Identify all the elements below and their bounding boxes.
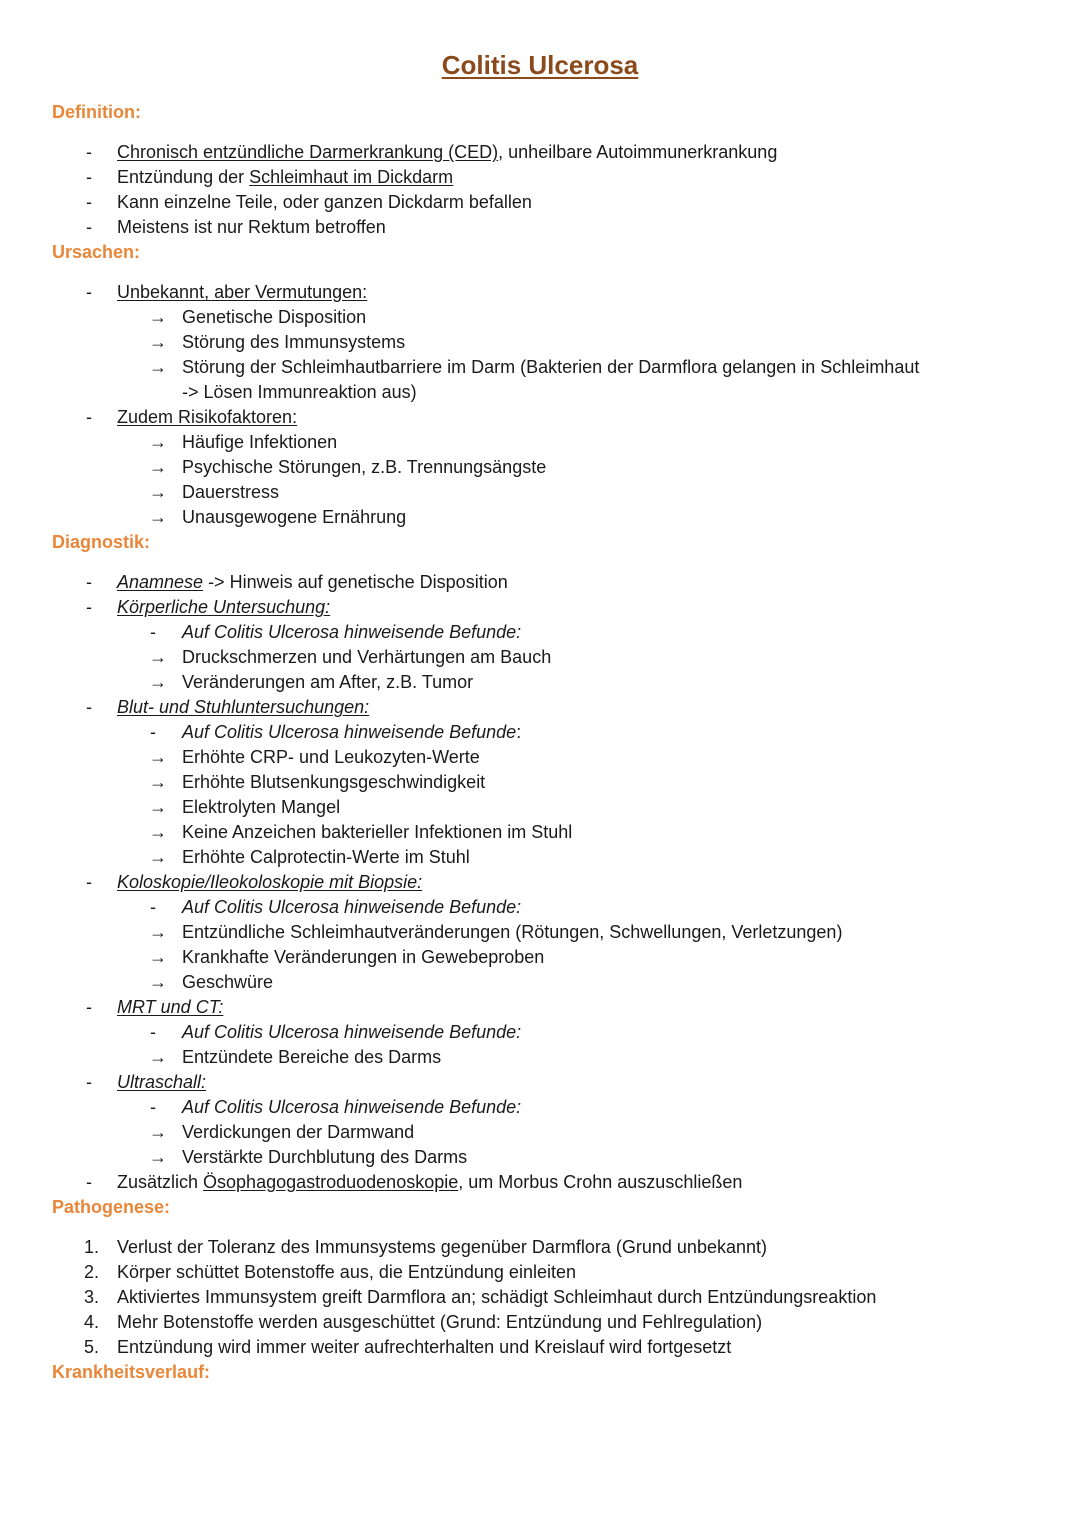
item-text: [182, 1020, 521, 1045]
item-text: [117, 995, 223, 1020]
dash-bullet: -: [86, 872, 92, 892]
arrow-item: [52, 1045, 1052, 1070]
arrow-icon: →: [149, 1047, 167, 1067]
emphasized-text: Schleimhaut im Dickdarm: [249, 167, 454, 187]
numbered-item: [52, 1310, 1052, 1335]
text-segment: Entzündete Bereiche des Darms: [182, 1047, 442, 1067]
emphasized-text: Auf Colitis Ulcerosa hinweisende Befunde: [182, 722, 517, 742]
text-segment: Geschwüre: [182, 972, 274, 992]
page-title: Colitis Ulcerosa: [441, 50, 639, 80]
item-text: [182, 455, 546, 480]
text-segment: Erhöhte CRP- und Leukozyten-Werte: [182, 747, 480, 767]
emphasized-text: Zudem Risikofaktoren:: [117, 407, 298, 427]
arrow-item: [52, 305, 1052, 330]
list-item: [52, 165, 1052, 190]
section-heading: Ursachen:: [52, 242, 141, 262]
item-text: [182, 670, 473, 695]
emphasized-text: Koloskopie/Ileokoloskopie mit Biopsie:: [117, 872, 423, 892]
arrow-icon: →: [149, 457, 167, 477]
list-item: [52, 1170, 1052, 1195]
dash-bullet: -: [86, 217, 92, 237]
dash-bullet: -: [86, 597, 92, 617]
item-text: [182, 1145, 467, 1170]
section-ursachen: [52, 240, 1052, 530]
list-item: [52, 620, 1052, 645]
list-item: [52, 140, 1052, 165]
arrow-icon: →: [149, 672, 167, 692]
numbered-item: [52, 1285, 1052, 1310]
list-item: [52, 895, 1052, 920]
arrow-item: [52, 505, 1052, 530]
arrow-item: [52, 455, 1052, 480]
item-text: [117, 1310, 762, 1335]
arrow-item: [52, 970, 1052, 995]
item-number: 2.: [84, 1262, 100, 1282]
text-segment: Krankhafte Veränderungen in Gewebeproben: [182, 947, 545, 967]
item-text: [182, 770, 485, 795]
arrow-icon: →: [149, 647, 167, 667]
text-segment: Verstärkte Durchblutung des Darms: [182, 1147, 468, 1167]
dash-bullet: -: [150, 1097, 156, 1117]
dash-bullet: -: [86, 167, 92, 187]
item-text: [117, 280, 367, 305]
arrow-item: [52, 1120, 1052, 1145]
arrow-icon: →: [149, 1122, 167, 1142]
text-segment: :: [516, 722, 522, 742]
text-segment: Zusätzlich: [117, 1172, 204, 1192]
text-segment: Dauerstress: [182, 482, 280, 502]
item-text: [182, 1045, 441, 1070]
arrow-icon: →: [149, 822, 167, 842]
emphasized-text: Chronisch entzündliche Darmerkrankung (CED): [117, 142, 499, 162]
emphasized-text: MRT und CT:: [117, 997, 224, 1017]
emphasized-text: Unbekannt, aber Vermutungen:: [117, 282, 368, 302]
item-text: [182, 1120, 414, 1145]
text-segment: Störung der Schleimhautbarriere im Darm (Bakterien der Darmflora gelangen in Schleimhaut: [182, 357, 920, 377]
arrow-item: [52, 745, 1052, 770]
text-segment: Kann einzelne Teile, oder ganzen Dickdarm befallen: [117, 192, 532, 212]
item-text: [182, 745, 480, 770]
arrow-item: [52, 670, 1052, 695]
list-item: [52, 995, 1052, 1020]
text-segment: Erhöhte Blutsenkungsgeschwindigkeit: [182, 772, 486, 792]
arrow-icon: →: [149, 482, 167, 502]
arrow-icon: →: [149, 432, 167, 452]
item-text: [117, 1070, 206, 1095]
dash-bullet: -: [86, 192, 92, 212]
dash-bullet: -: [86, 572, 92, 592]
item-text: [182, 305, 366, 330]
arrow-icon: →: [149, 772, 167, 792]
section-heading: Definition:: [52, 102, 141, 122]
arrow-icon: →: [149, 972, 167, 992]
arrow-icon: →: [149, 797, 167, 817]
arrow-item: [52, 920, 1052, 945]
item-text: [117, 1285, 876, 1310]
list-item: [52, 1070, 1052, 1095]
text-segment: Meistens ist nur Rektum betroffen: [117, 217, 386, 237]
dash-bullet: -: [150, 1022, 156, 1042]
text-segment: Entzündung der: [117, 167, 250, 187]
arrow-item: [52, 430, 1052, 455]
item-text: [182, 355, 919, 380]
text-segment: Elektrolyten Mangel: [182, 797, 341, 817]
item-text: [117, 695, 369, 720]
emphasized-text: Körperliche Untersuchung:: [117, 597, 331, 617]
dash-bullet: -: [150, 722, 156, 742]
item-number: 4.: [84, 1312, 100, 1332]
arrow-icon: →: [149, 747, 167, 767]
list-item: [52, 190, 1052, 215]
text-segment: Körper schüttet Botenstoffe aus, die Entzündung einleiten: [117, 1262, 576, 1282]
item-text: [117, 140, 777, 165]
item-text: [117, 405, 297, 430]
section-heading: Pathogenese:: [52, 1197, 171, 1217]
arrow-icon: →: [149, 307, 167, 327]
item-text: [182, 945, 544, 970]
arrow-icon: →: [149, 947, 167, 967]
text-segment: Unausgewogene Ernährung: [182, 507, 407, 527]
text-segment: Mehr Botenstoffe werden ausgeschüttet (Grund: Entzündung und Fehlregulation): [117, 1312, 763, 1332]
section-definition: [52, 100, 1052, 240]
emphasized-text: Auf Colitis Ulcerosa hinweisende Befunde:: [182, 897, 522, 917]
item-text: [182, 970, 273, 995]
list-item: [52, 280, 1052, 305]
text-segment: Störung des Immunsystems: [182, 332, 406, 352]
text-segment: Druckschmerzen und Verhärtungen am Bauch: [182, 647, 552, 667]
item-number: 1.: [84, 1237, 100, 1257]
dash-bullet: -: [86, 1172, 92, 1192]
text-segment: Psychische Störungen, z.B. Trennungsängste: [182, 457, 547, 477]
dash-bullet: -: [86, 142, 92, 162]
numbered-item: [52, 1235, 1052, 1260]
list-item: [52, 570, 1052, 595]
text-segment: Entzündliche Schleimhautveränderungen (Rötungen, Schwellungen, Verletzungen): [182, 922, 843, 942]
item-text: [182, 330, 405, 355]
section-heading: Krankheitsverlauf:: [52, 1362, 211, 1382]
emphasized-text: Blut- und Stuhluntersuchungen:: [117, 697, 370, 717]
text-segment: Keine Anzeichen bakterieller Infektionen im Stuhl: [182, 822, 573, 842]
item-text: [182, 895, 521, 920]
arrow-item: [52, 945, 1052, 970]
item-text: [182, 645, 551, 670]
arrow-item: [52, 1145, 1052, 1170]
item-text: [117, 1235, 767, 1260]
emphasized-text: Auf Colitis Ulcerosa hinweisende Befunde:: [182, 1097, 522, 1117]
text-segment: Veränderungen am After, z.B. Tumor: [182, 672, 474, 692]
item-text: [182, 380, 417, 405]
list-item: [52, 1095, 1052, 1120]
item-text: [182, 505, 406, 530]
arrow-icon: →: [149, 357, 167, 377]
list-item: [52, 595, 1052, 620]
item-text: [182, 920, 842, 945]
item-text: [117, 190, 532, 215]
item-text: [182, 430, 337, 455]
item-number: 5.: [84, 1337, 100, 1357]
arrow-icon: →: [149, 922, 167, 942]
emphasized-text: Ösophagogastroduodenoskopie: [203, 1172, 459, 1192]
document-content: [52, 100, 1052, 1400]
list-item: [52, 720, 1052, 745]
arrow-icon: →: [149, 332, 167, 352]
arrow-item: [52, 770, 1052, 795]
arrow-icon: →: [149, 847, 167, 867]
emphasized-text: Anamnese: [117, 572, 204, 592]
text-segment: , um Morbus Crohn auszuschließen: [458, 1172, 743, 1192]
item-text: [182, 720, 521, 745]
section-diagnostik: [52, 530, 1052, 1195]
dash-bullet: -: [86, 407, 92, 427]
item-text: [117, 570, 508, 595]
item-text: [117, 595, 330, 620]
arrow-icon: →: [149, 507, 167, 527]
dash-bullet: -: [86, 997, 92, 1017]
arrow-icon: →: [149, 1147, 167, 1167]
dash-bullet: -: [150, 622, 156, 642]
item-text: [117, 1260, 576, 1285]
list-item: [52, 380, 1052, 405]
text-segment: Erhöhte Calprotectin-Werte im Stuhl: [182, 847, 470, 867]
list-item: [52, 870, 1052, 895]
item-text: [182, 795, 340, 820]
text-segment: , unheilbare Autoimmunerkrankung: [498, 142, 778, 162]
text-segment: Häufige Infektionen: [182, 432, 338, 452]
list-item: [52, 695, 1052, 720]
text-segment: Aktiviertes Immunsystem greift Darmflora an; schädigt Schleimhaut durch Entzündungsreaktion: [117, 1287, 877, 1307]
text-segment: -> Lösen Immunreaktion aus): [182, 382, 417, 402]
numbered-item: [52, 1260, 1052, 1285]
item-number: 3.: [84, 1287, 100, 1307]
section-heading: Diagnostik:: [52, 532, 151, 552]
item-text: [117, 165, 453, 190]
list-item: [52, 405, 1052, 430]
arrow-item: [52, 480, 1052, 505]
arrow-item: [52, 845, 1052, 870]
dash-bullet: -: [150, 897, 156, 917]
arrow-item: [52, 795, 1052, 820]
arrow-item: [52, 355, 1052, 380]
emphasized-text: Auf Colitis Ulcerosa hinweisende Befunde:: [182, 1022, 522, 1042]
arrow-item: [52, 330, 1052, 355]
dash-bullet: -: [86, 282, 92, 302]
emphasized-text: Ultraschall:: [117, 1072, 207, 1092]
item-text: [117, 1170, 742, 1195]
item-text: [182, 845, 470, 870]
item-text: [182, 480, 279, 505]
numbered-item: [52, 1335, 1052, 1360]
list-item: [52, 1020, 1052, 1045]
text-segment: -> Hinweis auf genetische Disposition: [203, 572, 508, 592]
dash-bullet: -: [86, 697, 92, 717]
section-krankheitsverlauf: [52, 1360, 1052, 1385]
text-segment: Genetische Disposition: [182, 307, 367, 327]
emphasized-text: Auf Colitis Ulcerosa hinweisende Befunde:: [182, 622, 522, 642]
section-pathogenese: [52, 1195, 1052, 1360]
item-text: [117, 1335, 731, 1360]
item-text: [182, 620, 521, 645]
list-item: [52, 215, 1052, 240]
item-text: [182, 820, 572, 845]
dash-bullet: -: [86, 1072, 92, 1092]
text-segment: Verdickungen der Darmwand: [182, 1122, 415, 1142]
arrow-item: [52, 645, 1052, 670]
item-text: [182, 1095, 521, 1120]
item-text: [117, 215, 386, 240]
arrow-item: [52, 820, 1052, 845]
text-segment: Entzündung wird immer weiter aufrechterhalten und Kreislauf wird fortgesetzt: [117, 1337, 732, 1357]
text-segment: Verlust der Toleranz des Immunsystems gegenüber Darmflora (Grund unbekannt): [117, 1237, 767, 1257]
item-text: [117, 870, 422, 895]
